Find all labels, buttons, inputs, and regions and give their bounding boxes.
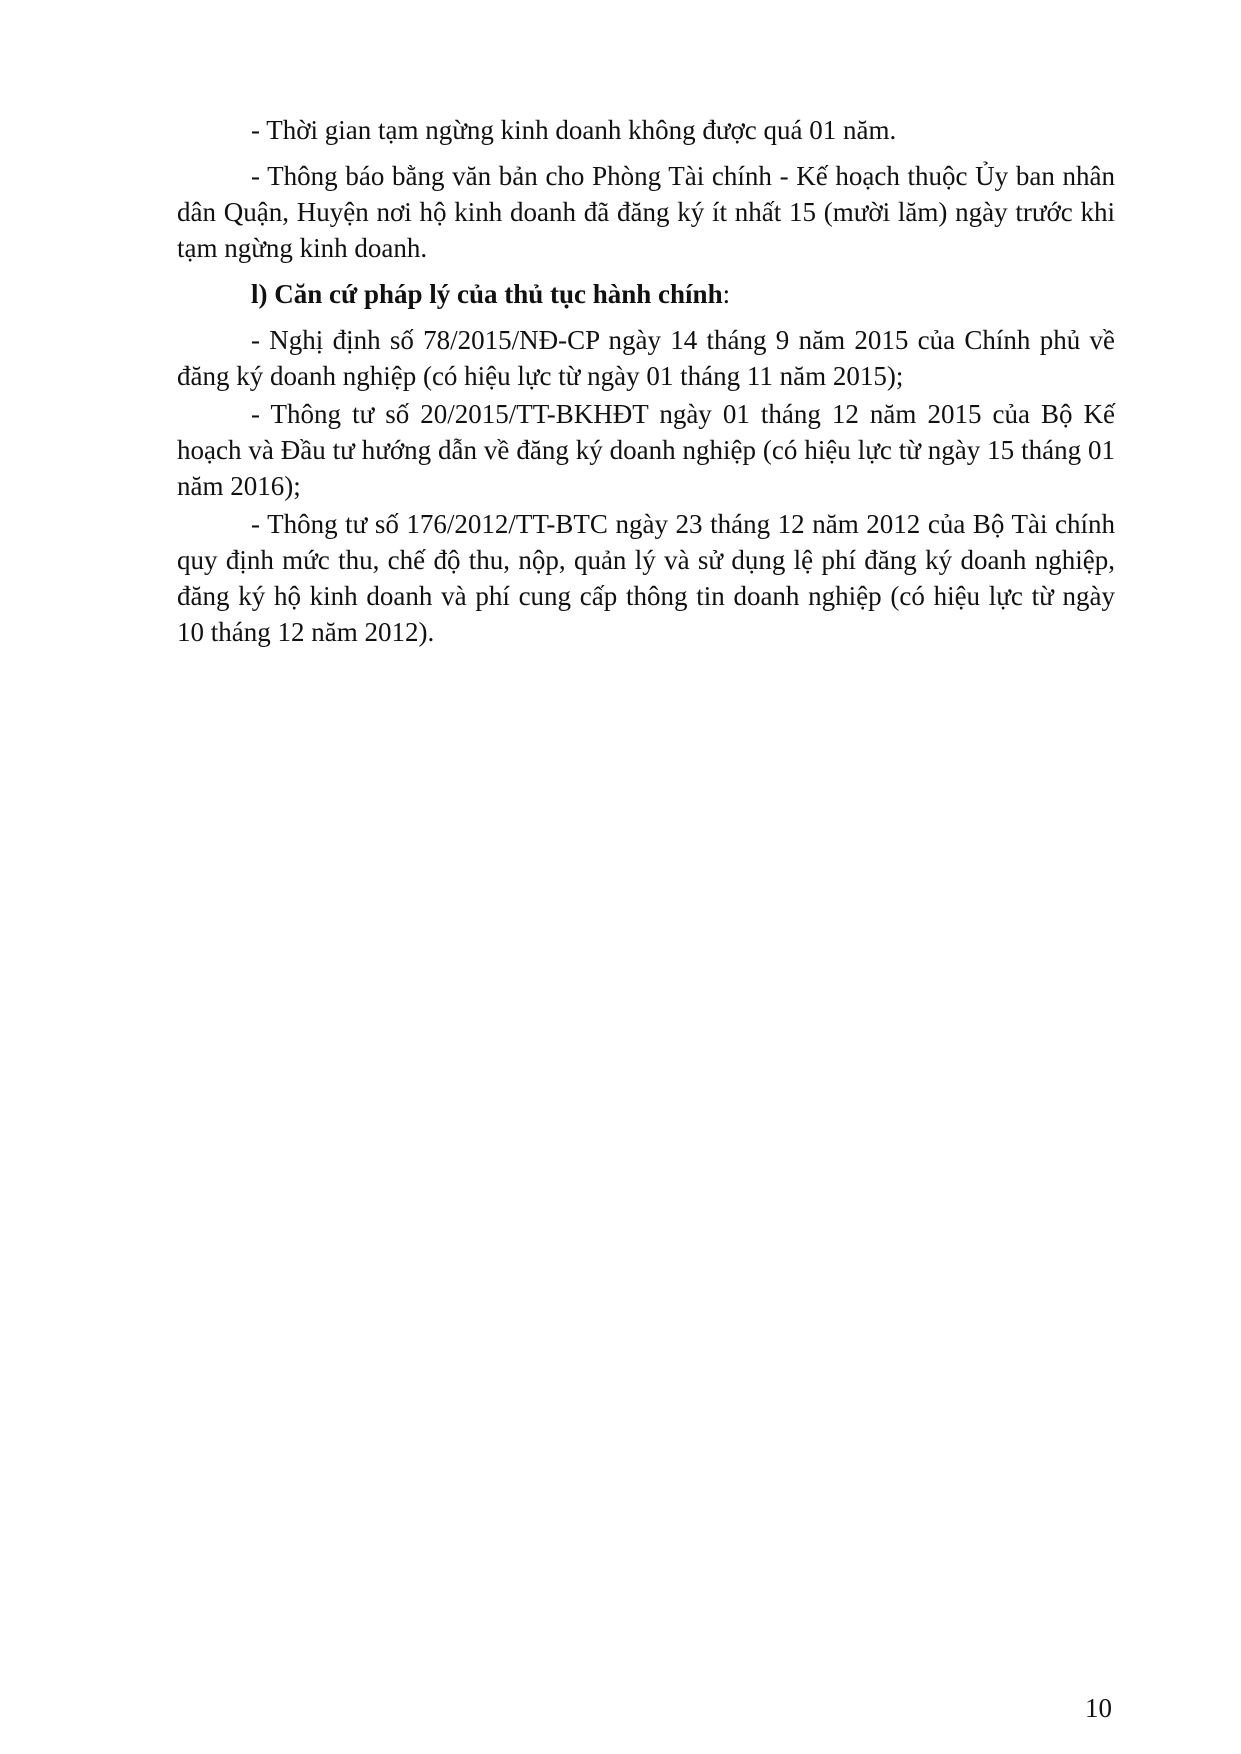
page-number: 10 <box>1085 1693 1112 1723</box>
section-heading-colon: : <box>722 279 731 309</box>
legal-basis-item-circular-20: - Thông tư số 20/2015/TT-BKHĐT ngày 01 tháng 12 năm 2015 của Bộ Kế hoạch và Đầu tư hướng dẫn về đăng ký doanh nghiệp (có hiệu lực từ ngày 15 tháng 01 năm 2016); <box>177 399 1115 501</box>
page-body <box>177 112 1115 650</box>
legal-basis-item-circular-176: - Thông tư số 176/2012/TT-BTC ngày 23 tháng 12 năm 2012 của Bộ Tài chính quy định mức thu, chế độ thu, nộp, quản lý và sử dụng lệ phí đăng ký doanh nghiệp, đăng ký hộ kinh doanh và phí cung cấp thông tin doanh nghiệp (có hiệu lực từ ngày 10 tháng 12 năm 2012). <box>177 509 1115 647</box>
section-heading-text: l) Căn cứ pháp lý của thủ tục hành chính <box>251 279 723 309</box>
legal-basis-item-decree-78: - Nghị định số 78/2015/NĐ-CP ngày 14 tháng 9 năm 2015 của Chính phủ về đăng ký doanh nghiệp (có hiệu lực từ ngày 01 tháng 11 năm 2015); <box>177 325 1115 391</box>
paragraph-suspension-duration: - Thời gian tạm ngừng kinh doanh không được quá 01 năm. <box>251 115 897 145</box>
section-heading-legal-basis <box>177 276 1115 312</box>
paragraph-written-notice: - Thông báo bằng văn bản cho Phòng Tài chính - Kế hoạch thuộc Ủy ban nhân dân Quận, Huyện nơi hộ kinh doanh đã đăng ký ít nhất 15 (mười lăm) ngày trước khi tạm ngừng kinh doanh. <box>177 161 1115 263</box>
